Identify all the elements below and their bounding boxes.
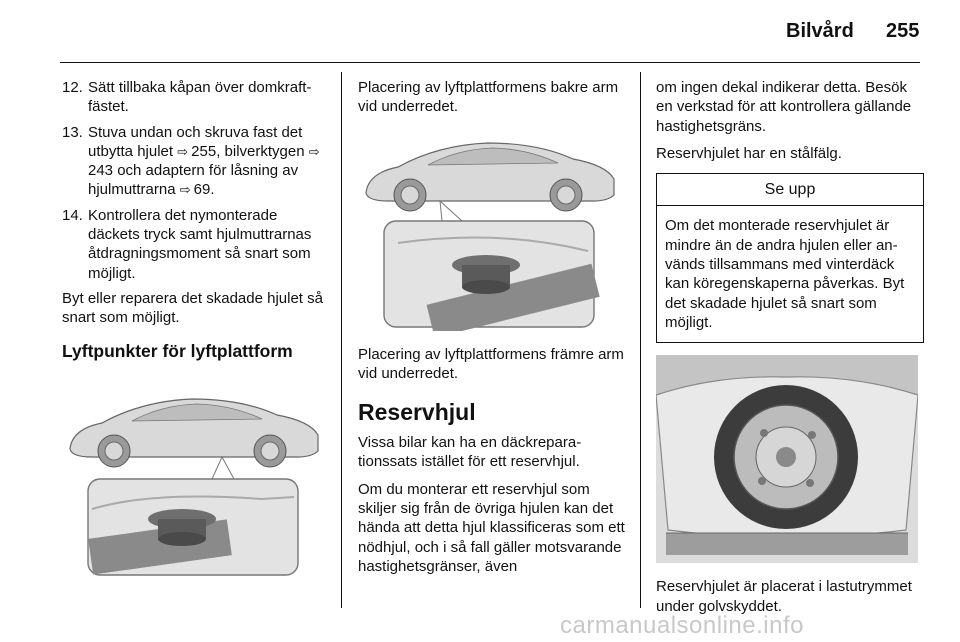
header-rule <box>60 62 920 63</box>
section-heading-reservhjul: Reservhjul <box>358 399 476 426</box>
page-number: 255 <box>886 20 920 42</box>
section-subheading: Lyftpunkter för lyftplattform <box>62 340 293 361</box>
left-column <box>62 78 330 579</box>
page-ref-link[interactable]: 255 <box>191 142 217 160</box>
spare-wheel-figure <box>656 355 918 563</box>
spare-wheel-trunk-illustration <box>656 355 918 563</box>
body-paragraph: Reservhjulet har en stålfälg. <box>656 144 842 162</box>
caution-box <box>656 173 924 343</box>
body-paragraph: om ingen dekal indikerar detta. Besök en verkstad för att kontrollera gällande hastighetsgräns. <box>656 79 912 135</box>
right-column <box>656 78 924 624</box>
body-paragraph: Vissa bilar kan ha en däckreparationssats istället för ett reservhjul. <box>358 434 582 471</box>
page-ref-icon: ⇨ <box>177 143 189 159</box>
page-ref-link[interactable]: 69 <box>193 181 211 199</box>
body-paragraph: Byt eller reparera det skadade hjulet så snart som möjligt. <box>62 289 323 327</box>
caution-text: Om det monterade reservhjulet är mindre än de andra hjulen eller används tillsammans med vinterdäck kan köregenskaperna påverkas. Byt det skadade hjulet så snart som möjligt. <box>665 217 905 331</box>
car-lift-rear-figure <box>358 125 620 331</box>
front-lift-point-illustration <box>62 379 324 579</box>
rear-lift-point-illustration <box>358 125 620 331</box>
figure-caption-front: Placering av lyftplattformens främre arm vid underredet. <box>358 345 624 382</box>
figure-caption-rear: Placering av lyftplattformens bakre arm vid underredet. <box>358 79 619 116</box>
column-divider-1 <box>341 72 342 608</box>
car-side-silhouette <box>70 399 318 467</box>
car-side-silhouette <box>366 143 614 211</box>
body-paragraph: Om du monterar ett reservhjul som skiljer sig från de övriga hjulen kan det hända att detta hjul klassificeras som ett nödhjul, och i så fall gäller motsvarande hastighetsgränser, även <box>358 480 625 575</box>
step-14: 14. Kontrollera det nymonterade däckets tryck samt hjulmuttrarnas åtdragningsmoment så snart som möjligt. <box>62 206 312 282</box>
column-divider-2 <box>640 72 641 608</box>
caution-title: Se upp <box>657 174 923 206</box>
middle-column <box>358 78 630 584</box>
page-ref-icon: ⇨ <box>179 182 191 198</box>
page-ref-icon: ⇨ <box>308 143 320 159</box>
watermark-text: carmanualsonline.info <box>560 612 804 639</box>
figure-caption-trunk: Reservhjulet är placerat i lastutrymmet under golvskyddet. <box>656 578 912 615</box>
page-ref-link[interactable]: 243 <box>88 162 114 180</box>
car-lift-front-figure <box>62 379 324 579</box>
step-list <box>62 78 330 283</box>
step-12: 12. Sätt tillbaka kåpan över domkraftfästet. <box>62 79 312 116</box>
step-13: 13. Stuva undan och skruva fast det utbytta hjulet ⇨ 255, bilverktygen ⇨ 243 och adaptern för låsning av hjulmuttrarna ⇨ 69. <box>62 123 320 199</box>
running-header-title: Bilvård <box>786 20 854 42</box>
